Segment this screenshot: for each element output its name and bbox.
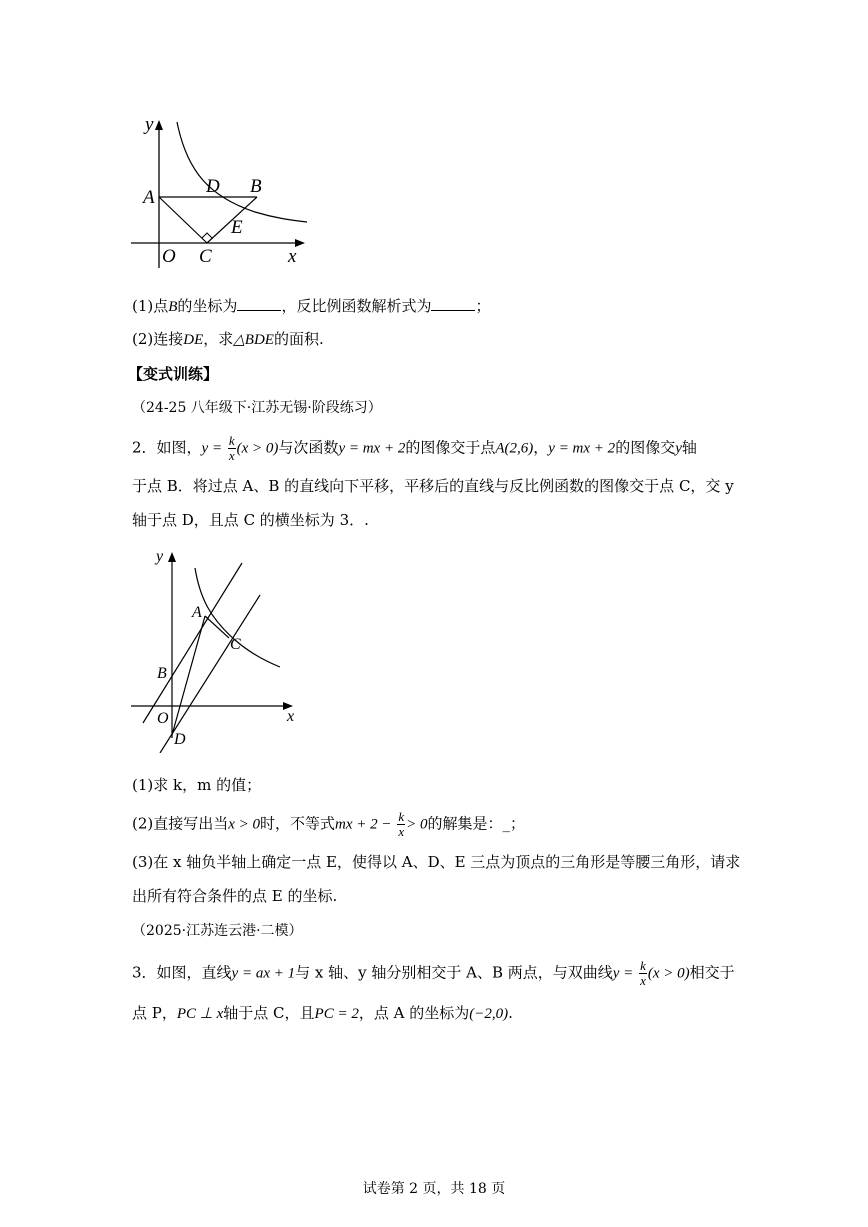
source-2: （24-25 八年级下·江苏无锡·阶段练习）: [132, 400, 382, 416]
fig1-segment-ac: [159, 197, 207, 243]
fig2-label-c: C: [230, 636, 241, 653]
q2-part3-line1: (3)在 x 轴负半轴上确定一点 E，使得以 A、D、E 三点为顶点的三角形是等腰三角形，请求: [132, 853, 741, 871]
q1-part1: (1)点B的坐标为 ，反比例函数解析式为 ；: [132, 297, 491, 315]
fig2-line-dc: [160, 595, 260, 753]
fig1-label-y: y: [145, 114, 154, 135]
fig1-y-arrow: [155, 120, 163, 130]
fig2-label-x: x: [287, 708, 295, 725]
q2-part3-line2: 出所有符合条件的点 E 的坐标.: [132, 887, 338, 905]
fig1-x-arrow: [295, 239, 305, 247]
fig2-label-o: O: [157, 710, 169, 727]
fig1-right-angle-mark: [202, 233, 212, 238]
fig2-segment-ad: [172, 616, 205, 735]
fig1-label-a: A: [143, 187, 155, 208]
fig1-label-o: O: [162, 246, 176, 267]
q2-fraction-2: $\frac{k}{x}$: [398, 809, 405, 839]
q2-fraction-1: $\frac{k}{x}$: [228, 433, 235, 463]
fig2-y-arrow: [168, 552, 176, 562]
q3-line1: 3．如图，直线y = ax + 1与 x 轴、y 轴分别相交于 A、B 两点，与双曲线y = $\frac{k}{x}$ (x > 0)相交于: [132, 958, 735, 988]
figure-1: [125, 112, 315, 272]
fig1-label-c: C: [199, 246, 212, 267]
q3-line2: 点 P，PC ⊥ x轴于点 C，且PC = 2，点 A 的坐标为(−2,0).: [132, 1004, 513, 1022]
fig2-label-y: y: [156, 548, 164, 565]
fig2-segment-ac: [205, 616, 229, 638]
fig2-label-b: B: [157, 665, 167, 682]
fig1-label-x: x: [288, 246, 297, 267]
fig1-label-e: E: [231, 217, 243, 238]
q2-line1: 2．如图，y = $\frac{k}{x}$ (x > 0)与次函数y = mx + 2的图像交于点A(2,6)，y = mx + 2的图像交y轴: [132, 433, 697, 463]
q1-part2: (2)连接DE，求△BDE的面积.: [132, 330, 324, 348]
page-footer: 试卷第 2 页，共 18 页: [362, 1181, 506, 1197]
fig2-label-d: D: [174, 731, 186, 748]
q3-fraction: $\frac{k}{x}$: [640, 958, 646, 988]
fig2-line-ab: [143, 563, 242, 723]
figure-2: [125, 543, 305, 753]
section-label: 【变式训练】: [128, 365, 219, 383]
q2-part2: (2)直接写出当x > 0时，不等式mx + 2 − $\frac{k}{x}$ > 0的解集是：_；: [132, 809, 525, 839]
source-3: （2025·江苏连云港·二模）: [132, 923, 303, 939]
fig1-label-b: B: [250, 176, 262, 197]
answer-blank-2[interactable]: [431, 296, 475, 311]
q2-line2: 于点 B．将过点 A、B 的直线向下平移，平移后的直线与反比例函数的图像交于点 C，交 y: [132, 477, 734, 495]
q2-part1: (1)求 k，m 的值；: [132, 776, 262, 794]
fig1-hyperbola: [177, 122, 307, 222]
answer-blank-1[interactable]: [237, 296, 281, 311]
fig2-label-a: A: [192, 604, 202, 621]
q2-line3: 轴于点 D，且点 C 的横坐标为 3．.: [132, 511, 369, 529]
fig1-label-d: D: [206, 176, 220, 197]
